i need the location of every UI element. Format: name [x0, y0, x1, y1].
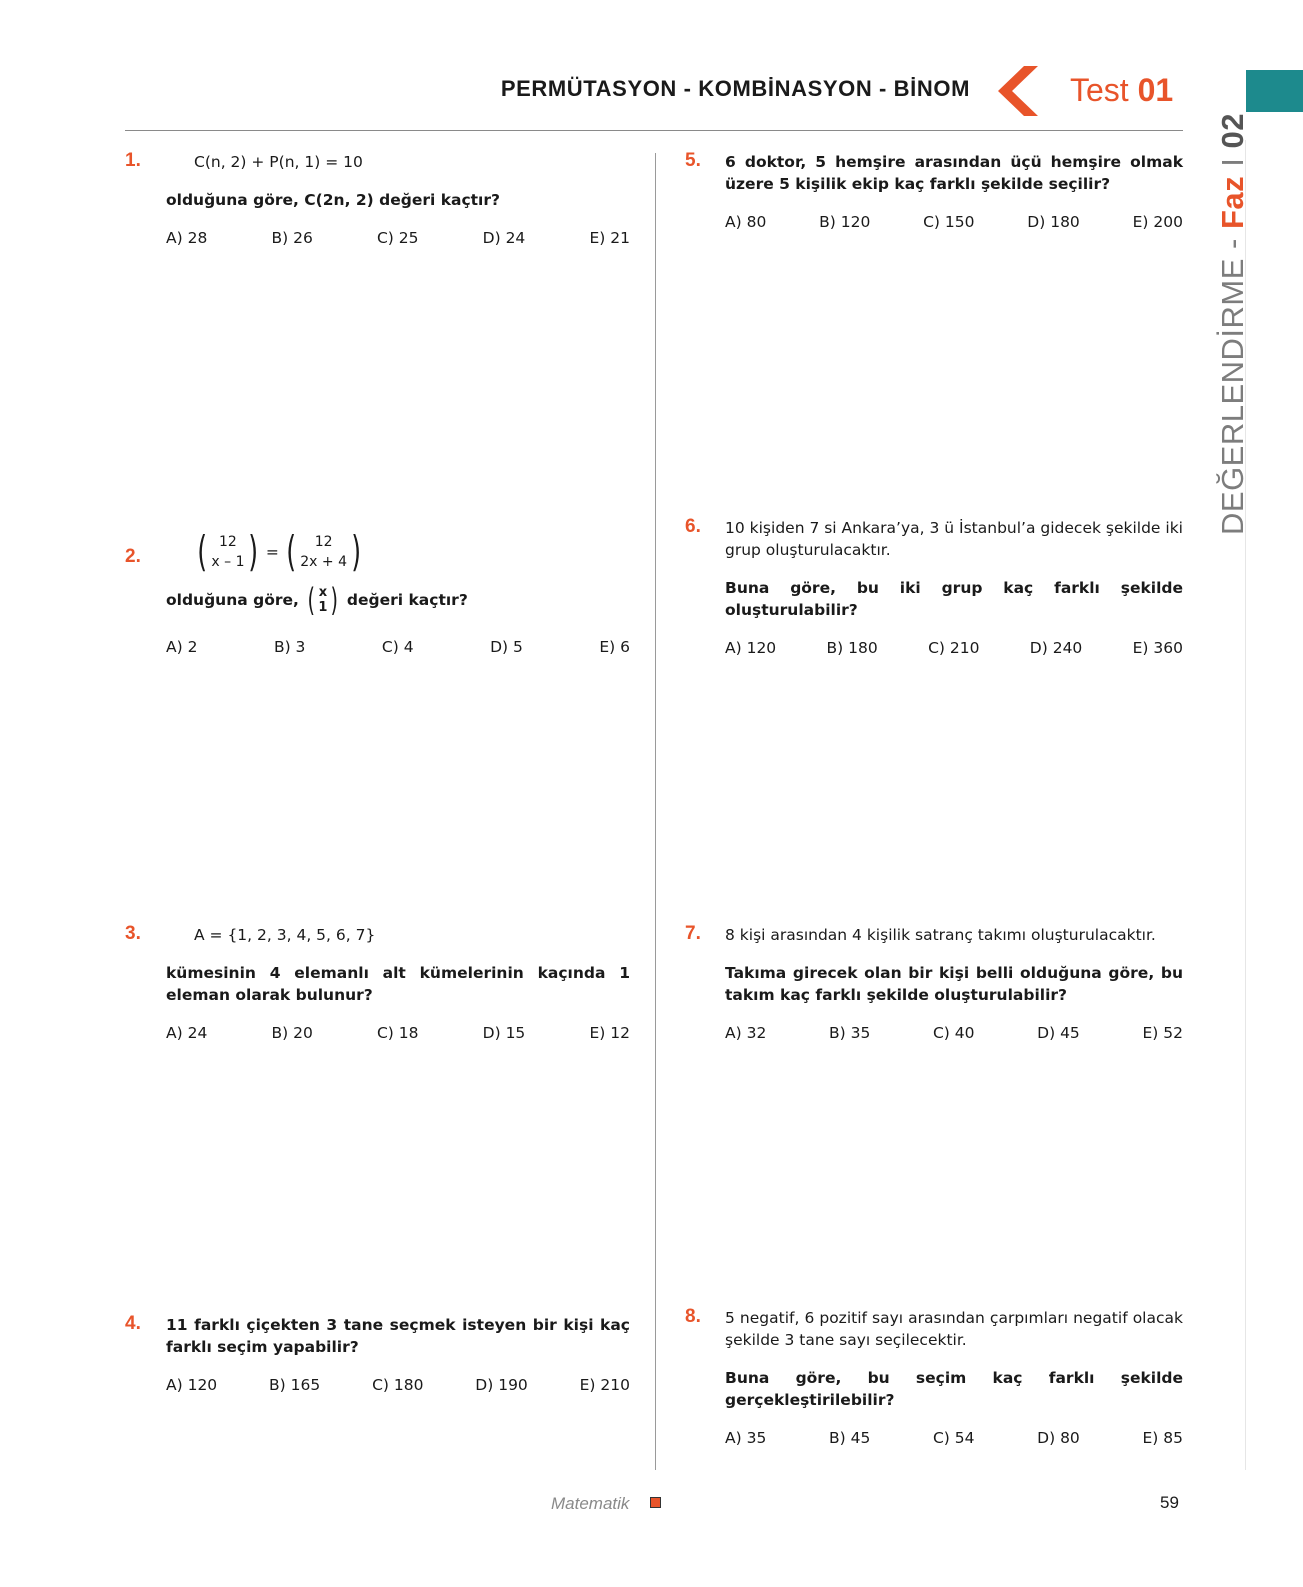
footer-subject: Matematik — [551, 1494, 630, 1513]
option-b[interactable]: B) 26 — [271, 229, 313, 247]
question-5-stem: 6 doktor, 5 hemşire arasından üçü hemşire olmak üzere 5 kişilik ekip kaç farklı şekilde seçilir? — [725, 153, 1183, 193]
test-label-text: Test — [1070, 72, 1129, 108]
binomial-left-bottom: x – 1 — [211, 554, 245, 570]
question-7-options — [725, 1022, 1183, 1044]
question-4-options — [166, 1374, 630, 1396]
header-divider — [125, 130, 1183, 131]
question-3-number: 3. — [125, 923, 141, 944]
option-e[interactable]: E) 85 — [1142, 1429, 1183, 1447]
question-6-options — [725, 637, 1183, 659]
question-7-number: 7. — [685, 923, 701, 944]
question-6-intro: 10 kişiden 7 si Ankara’ya, 3 ü İstanbul’a gidecek şekilde iki grup oluşturulacaktır. — [725, 519, 1183, 559]
option-a[interactable]: A) 120 — [166, 1376, 218, 1394]
question-6 — [725, 517, 1183, 659]
question-1-stem: olduğuna göre, C(2n, 2) değeri kaçtır? — [166, 191, 501, 209]
binomial-small-bottom: 1 — [318, 600, 328, 615]
option-d[interactable]: D) 24 — [482, 229, 526, 247]
section-tab-marker — [1246, 70, 1303, 112]
option-a[interactable]: A) 24 — [166, 1024, 208, 1042]
question-8-options — [725, 1427, 1183, 1449]
option-b[interactable]: B) 180 — [826, 639, 878, 657]
side-label-separator: I — [1215, 157, 1250, 167]
option-c[interactable]: C) 210 — [928, 639, 980, 657]
option-b[interactable]: B) 20 — [271, 1024, 313, 1042]
question-8-number: 8. — [685, 1306, 701, 1327]
option-c[interactable]: C) 4 — [381, 638, 414, 656]
question-3 — [166, 924, 630, 1044]
option-c[interactable]: C) 150 — [923, 213, 975, 231]
option-a[interactable]: A) 32 — [725, 1024, 767, 1042]
question-4-stem: 11 farklı çiçekten 3 tane seçmek isteyen bir kişi kaç farklı seçim yapabilir? — [166, 1316, 630, 1356]
option-d[interactable]: D) 180 — [1027, 213, 1080, 231]
question-1-options — [166, 227, 630, 249]
question-2-equation — [194, 527, 630, 576]
binomial-small: ( x 1 ) — [307, 581, 339, 619]
option-e[interactable]: E) 21 — [589, 229, 630, 247]
binomial-right: ( 12 2x + 4 ) — [286, 527, 362, 576]
option-b[interactable]: B) 120 — [819, 213, 871, 231]
option-d[interactable]: D) 80 — [1037, 1429, 1080, 1447]
option-c[interactable]: C) 40 — [932, 1024, 975, 1042]
option-e[interactable]: E) 52 — [1142, 1024, 1183, 1042]
question-6-number: 6. — [685, 516, 701, 537]
side-label-brand: Faz — [1215, 175, 1250, 229]
question-2-stem-before: olduğuna göre, — [166, 591, 299, 609]
option-c[interactable]: C) 180 — [372, 1376, 424, 1394]
page-number: 59 — [1160, 1493, 1179, 1512]
question-7-stem: Takıma girecek olan bir kişi belli olduğuna göre, bu takım kaç farklı şekilde oluşturulabilir? — [725, 964, 1183, 1004]
option-a[interactable]: A) 80 — [725, 213, 767, 231]
option-b[interactable]: B) 35 — [828, 1024, 871, 1042]
option-b[interactable]: B) 3 — [273, 638, 306, 656]
question-6-stem: Buna göre, bu iki grup kaç farklı şekilde oluşturulabilir? — [725, 579, 1183, 619]
side-label-text: DEĞERLENDİRME - — [1215, 238, 1250, 535]
option-e[interactable]: E) 12 — [589, 1024, 630, 1042]
question-4 — [166, 1314, 630, 1396]
footer-square-icon — [650, 1497, 661, 1508]
question-2-stem-after: değeri kaçtır? — [346, 591, 468, 609]
option-d[interactable]: D) 5 — [490, 638, 523, 656]
page-header-title: PERMÜTASYON - KOMBİNASYON - BİNOM — [500, 76, 970, 101]
question-7 — [725, 924, 1183, 1044]
question-7-intro: 8 kişi arasından 4 kişilik satranç takımı oluşturulacaktır. — [725, 926, 1156, 944]
question-2-stem — [166, 581, 630, 619]
question-1-number: 1. — [125, 150, 141, 171]
binomial-left-top: 12 — [219, 534, 237, 550]
option-d[interactable]: D) 15 — [482, 1024, 526, 1042]
option-d[interactable]: D) 190 — [475, 1376, 528, 1394]
option-e[interactable]: E) 210 — [579, 1376, 630, 1394]
question-2-options — [166, 636, 630, 658]
side-section-label — [1215, 113, 1251, 535]
option-e[interactable]: E) 360 — [1132, 639, 1183, 657]
option-e[interactable]: E) 200 — [1132, 213, 1183, 231]
question-1 — [166, 151, 630, 249]
question-2-number: 2. — [125, 546, 141, 567]
binomial-small-top: x — [318, 585, 328, 600]
binomial-right-top: 12 — [314, 534, 333, 550]
binomial-right-bottom: 2x + 4 — [300, 554, 347, 570]
question-5 — [725, 151, 1183, 233]
option-a[interactable]: A) 120 — [725, 639, 777, 657]
option-d[interactable]: D) 240 — [1029, 639, 1083, 657]
equals-sign: = — [265, 543, 279, 561]
side-label-number: 02 — [1215, 112, 1250, 149]
question-3-stem: kümesinin 4 elemanlı alt kümelerinin kaçında 1 eleman olarak bulunur? — [166, 964, 630, 1004]
question-2 — [166, 527, 630, 658]
binomial-left: ( 12 x – 1 ) — [197, 527, 259, 576]
question-8 — [725, 1307, 1183, 1449]
option-c[interactable]: C) 54 — [932, 1429, 975, 1447]
option-d[interactable]: D) 45 — [1037, 1024, 1080, 1042]
test-number: 01 — [1137, 72, 1174, 108]
option-a[interactable]: A) 2 — [166, 638, 198, 656]
question-3-options — [166, 1022, 630, 1044]
option-c[interactable]: C) 18 — [376, 1024, 419, 1042]
option-a[interactable]: A) 28 — [166, 229, 208, 247]
option-b[interactable]: B) 45 — [828, 1429, 871, 1447]
option-a[interactable]: A) 35 — [725, 1429, 767, 1447]
question-8-stem: Buna göre, bu seçim kaç farklı şekilde gerçekleştirilebilir? — [725, 1369, 1183, 1409]
question-8-intro: 5 negatif, 6 pozitif sayı arasından çarpımları negatif olacak şekilde 3 tane sayı seçilecektir. — [725, 1309, 1183, 1349]
test-label — [1070, 72, 1173, 109]
question-3-equation: A = {1, 2, 3, 4, 5, 6, 7} — [194, 926, 376, 944]
option-e[interactable]: E) 6 — [599, 638, 630, 656]
question-4-number: 4. — [125, 1313, 141, 1334]
question-5-number: 5. — [685, 150, 701, 171]
option-c[interactable]: C) 25 — [376, 229, 419, 247]
option-b[interactable]: B) 165 — [269, 1376, 321, 1394]
question-5-options — [725, 211, 1183, 233]
chevron-left-icon — [996, 66, 1038, 116]
column-divider — [655, 153, 656, 1470]
question-1-equation: C(n, 2) + P(n, 1) = 10 — [194, 153, 363, 171]
